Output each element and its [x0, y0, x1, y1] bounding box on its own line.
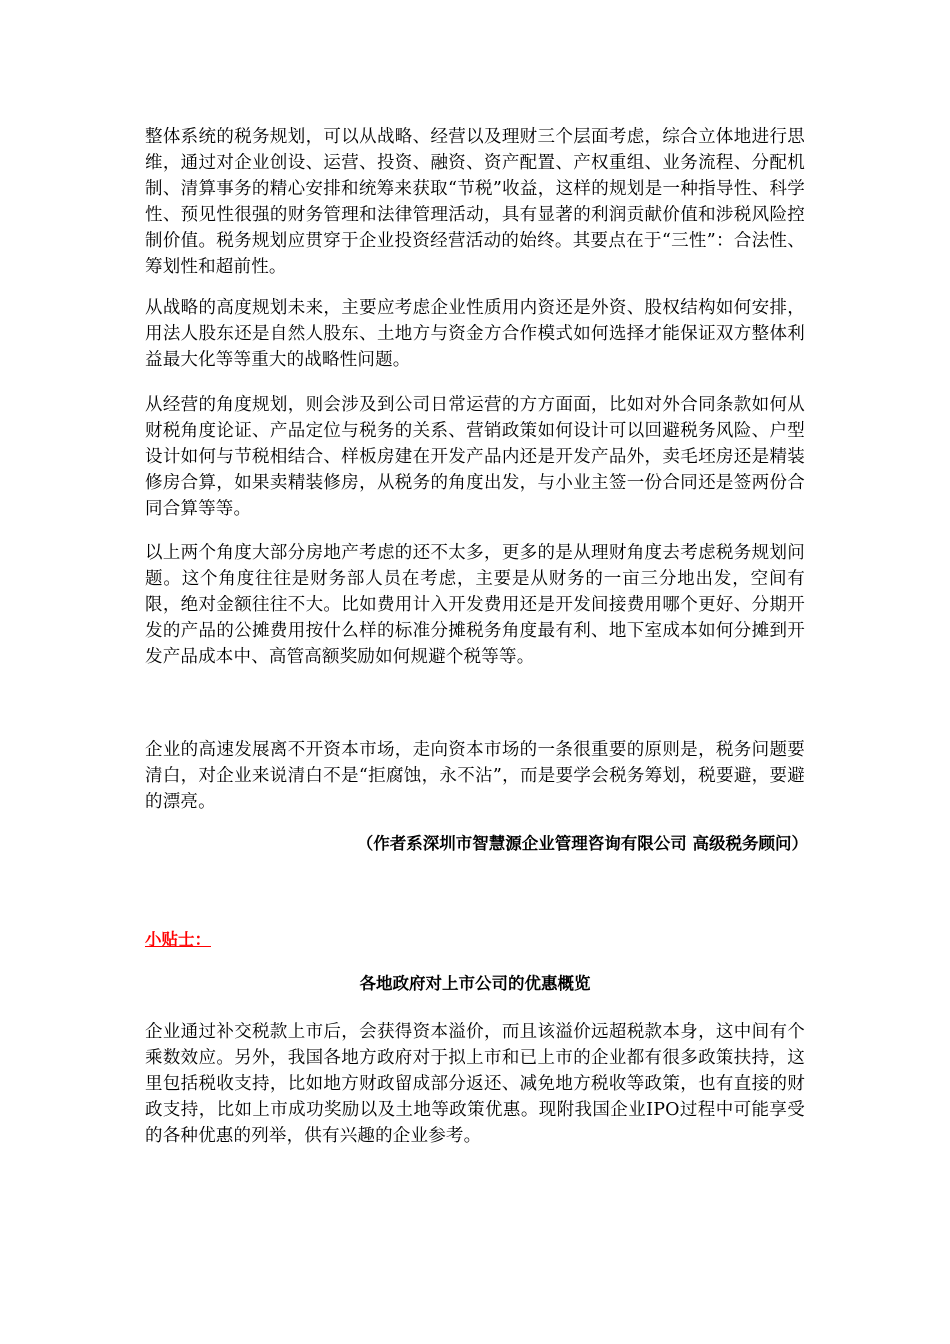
- author-byline: （作者系深圳市智慧源企业管理咨询有限公司 高级税务顾问）: [356, 834, 808, 853]
- body-paragraph: 整体系统的税务规划，可以从战略、经营以及理财三个层面考虑，综合立体地进行思维，通过对企业创设、运营、投资、融资、资产配置、产权重组、业务流程、分配机制、清算事务的精心安排和统筹来获取“节税”收益，这样的规划是一种指导性、科学性、预见性很强的财务管理和法律管理活动，具有显著的利润贡献价值和涉税风险控制价值。税务规划应贯穿于企业投资经营活动的始终。其要点在于“三性”：合法性、筹划性和超前性。: [145, 127, 805, 277]
- body-paragraph: 以上两个角度大部分房地产考虑的还不太多，更多的是从理财角度去考虑税务规划问题。这个角度往往是财务部人员在考虑，主要是从财务的一亩三分地出发，空间有限，绝对金额往往不大。比如费用计入开发费用还是开发间接费用哪个更好、分期开发的产品的公摊费用按什么样的标准分摊税务角度最有利、地下室成本如何分摊到开发产品成本中、高管高额奖励如何规避个税等等。: [145, 543, 805, 667]
- body-paragraph: 从经营的角度规划，则会涉及到公司日常运营的方方面面，比如对外合同条款如何从财税角度论证、产品定位与税务的关系、营销政策如何设计可以回避税务风险、户型设计如何与节税相结合、样板房建在开发产品内还是开发产品外，卖毛坯房还是精装修房合算，如果卖精装修房，从税务的角度出发，与小业主签一份合同还是签两份合同合算等等。: [145, 395, 805, 519]
- tip-label: 小贴士：: [145, 930, 211, 949]
- section-paragraph: 企业通过补交税款上市后，会获得资本溢价，而且该溢价远超税款本身，这中间有个乘数效应。另外，我国各地方政府对于拟上市和已上市的企业都有很多政策扶持，这里包括税收支持，比如地方财政留成部分返还、减免地方税收等政策，也有直接的财政支持，比如上市成功奖励以及土地等政策优惠。现附我国企业IPO过程中可能享受的各种优惠的列举，供有兴趣的企业参考。: [145, 1022, 805, 1146]
- section-title: 各地政府对上市公司的优惠概览: [359, 974, 591, 993]
- body-paragraph: 从战略的高度规划未来，主要应考虑企业性质用内资还是外资、股权结构如何安排，用法人股东还是自然人股东、土地方与资金方合作模式如何选择才能保证双方整体利益最大化等等重大的战略性问题。: [145, 298, 805, 370]
- body-paragraph: 企业的高速发展离不开资本市场，走向资本市场的一条很重要的原则是，税务问题要清白，对企业来说清白不是“拒腐蚀，永不沾”，而是要学会税务筹划，税要避，要避的漂亮。: [145, 740, 805, 812]
